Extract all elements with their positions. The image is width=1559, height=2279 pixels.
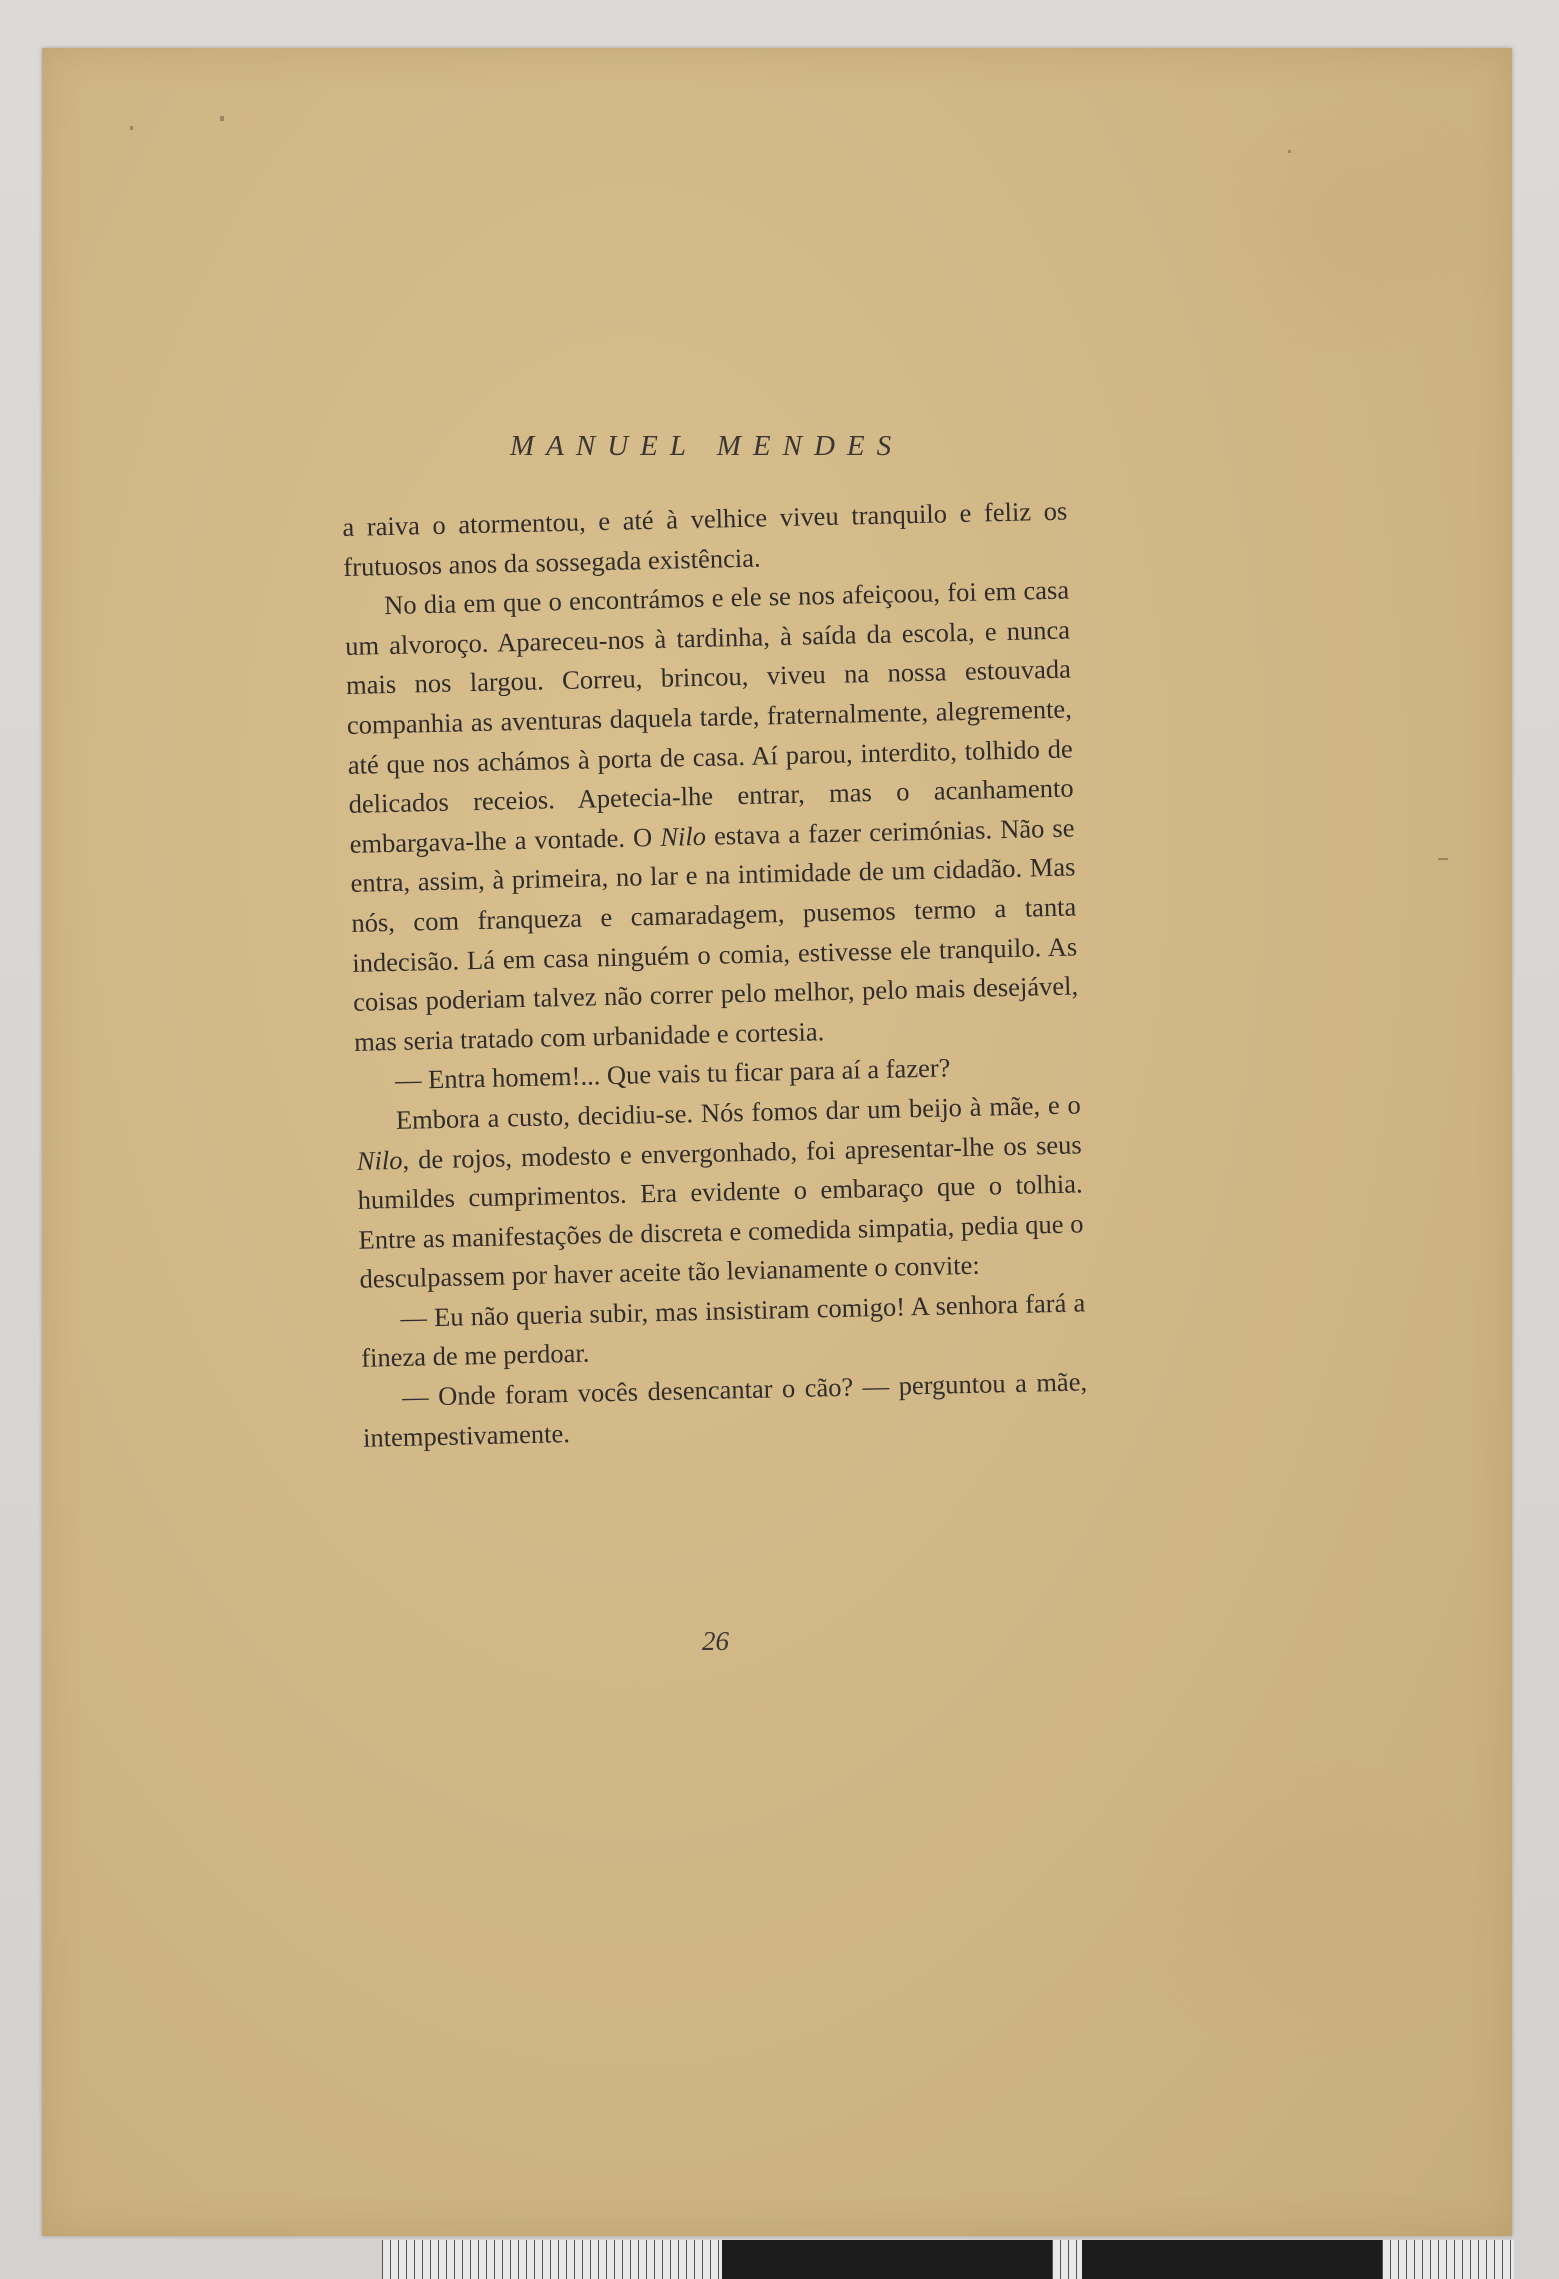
paper-speck [1288,150,1291,153]
text-run: — Onde foram vocês desencantar o cão? — perguntou a mãe, intempestivamente. [362,1366,1088,1453]
paper-speck [1438,858,1448,860]
text-run: estava a fazer cerimónias. Não se entra, assim, à primeira, no lar e na intimidade de um cidadão. Mas nós, com franqueza e camaradagem, pusemos termo a tanta indecisão. Lá em casa ninguém o comia, estivesse ele tranquilo. As coisas poderiam talvez não correr pelo melhor, pelo mais desejável, mas seria tratado com urbanidade e cortesia. [350,812,1079,1057]
text-run: — Eu não queria subir, mas insistiram comigo! A senhora fará a fineza de me perdoar. [360,1287,1086,1374]
ruler-ticks [1052,2240,1082,2279]
text-run: Embora a custo, decidiu-se. Nós fomos dar um beijo à mãe, e o [395,1089,1082,1135]
paragraph [344,571,1080,1062]
paragraph [362,1362,1089,1458]
text-run: — Entra homem!... Que vais tu ficar para aí a fazer? [394,1052,951,1096]
italic-name: Nilo [356,1144,403,1176]
text-run: No dia em que o encontrámos e ele se nos afeiçoou, foi em casa um alvoroço. Apareceu-nos à tardinha, à saída da escola, e nunca mais nos largou. Correu, brincou, viveu na nossa estouvada companhia as aventuras daquela tarde, fraternalmente, alegremente, até que nos achámos à porta de casa. Aí parou, interdito, tolhido de delicados receios. Apetecia-lhe entrar, mas o acanhamento embargava-lhe a vontade. O [344,574,1074,859]
paper-stain [1202,1828,1422,1988]
paper-speck [220,116,224,121]
text-run: a raiva o atormentou, e até à velhice viveu tranquilo e feliz os frutuosos anos da sossegada existência. [342,495,1068,582]
ruler-black-block [1082,2240,1382,2279]
paper-speck [130,126,133,130]
ruler-ticks [382,2240,722,2279]
page-number: 26 [702,1626,729,1656]
scale-ruler [382,2240,1514,2279]
paragraph [355,1085,1084,1299]
ruler-ticks [1382,2240,1514,2279]
italic-name: Nilo [659,820,707,852]
body-text [342,492,1088,1458]
paper-stain [1282,168,1442,288]
text-run: , de rojos, modesto e envergonhado, foi apresentar-lhe os seus humildes cumprimentos. Era evidente o embaraço que o tolhia. Entre as manifestações de discreta e comedida simpatia, pedia que o desculpassem por haver aceite tão levianamente o convite: [357,1128,1084,1295]
running-head: MANUEL MENDES [510,430,904,462]
ruler-black-block [722,2240,1052,2279]
